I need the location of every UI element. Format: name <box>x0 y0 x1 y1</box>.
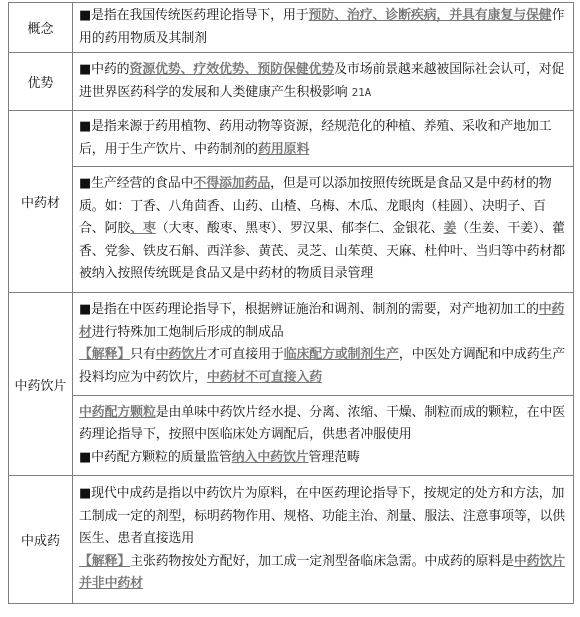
row-decoction-pieces <box>9 293 574 396</box>
row-content <box>73 476 574 604</box>
text-run: 进行特殊加工炮制后形成的制成品 <box>91 324 284 340</box>
highlighted-term: 药用原料 <box>258 141 310 157</box>
text-run: ■中药配方颗粒的质量监管 <box>79 449 232 465</box>
highlighted-term: 资源优势、疗效优势、预防保健优势 <box>129 62 335 77</box>
content-block <box>79 299 569 389</box>
text-run: （大枣、酸枣、黑枣）、罗汉果、郁李仁、金银花、 <box>155 221 444 237</box>
highlighted-term: 中药饮片并非中药材 <box>79 553 566 592</box>
row-label: 中成药 <box>9 476 73 604</box>
content-block <box>79 59 569 104</box>
row-label: 概念 <box>9 3 73 53</box>
content-block <box>79 483 569 596</box>
highlighted-term: 中药材 <box>79 302 565 340</box>
row-herbal-material-food <box>9 167 574 293</box>
content-block <box>79 5 569 50</box>
summary-table <box>8 2 574 604</box>
row-content <box>73 167 574 293</box>
row-label: 优势 <box>9 53 73 111</box>
highlighted-term: 中药材不可直接入药 <box>206 369 323 385</box>
row-content <box>73 53 574 111</box>
row-concept <box>9 3 574 53</box>
text-run: 主张药物按处方配好，加工成一定剂型备临床急需。中成药的原料是 <box>130 553 514 569</box>
row-content <box>73 3 574 53</box>
highlighted-term: 【解释】 <box>79 347 131 362</box>
text-run: ■生产经营的食品中 <box>79 176 194 192</box>
row-advantage <box>9 53 574 111</box>
text-run: ，中医处方调配和中成药生产投料均应为中药饮片， <box>79 347 566 385</box>
highlighted-term: 【解释】 <box>79 553 131 569</box>
row-content <box>73 396 574 476</box>
highlighted-term: 临床配方或制剂生产 <box>283 347 399 362</box>
highlighted-term: 不得添加药品 <box>193 176 271 192</box>
text-run: ■现代中成药是指以中药饮片为原料，在中医药理论指导下，按规定的处方和方法，加工制成一定的剂型，标明药物作用、规格、功能主治、剂量、服法、注意事项等，以供医生、患者直接选用 <box>79 486 566 547</box>
highlighted-term: 预防、治疗、诊断疾病，并具有康复与保健 <box>308 8 552 23</box>
text-run: 才可直接用于 <box>206 347 284 362</box>
text-run: 管理范畴 <box>308 449 360 465</box>
row-formula-granules <box>9 396 574 476</box>
highlighted-term: 、枣 <box>130 221 156 237</box>
row-label: 中药饮片 <box>9 293 73 476</box>
text-run: ，但是可以添加按照传统既是食品又是中药材的物质。如：丁香、八角茴香、山药、山楂、乌梅、木瓜、龙眼肉（桂圆）、决明子、百合、阿胶 <box>79 176 552 237</box>
text-run: （生姜、干姜）、藿香、党参、铁皮石斛、西洋参、黄芪、灵芝、山茱萸、天麻、杜仲叶、当归等中药材都被纳入按照传统既是食品又是中药材的物质目录管理 <box>79 221 566 282</box>
row-content <box>73 111 574 167</box>
note-code: 21A <box>351 85 372 99</box>
content-block <box>79 116 569 161</box>
text-run: 是由单味中药饮片经水提、分离、浓缩、干燥、制粒而成的颗粒，在中医药理论指导下，按照中医临床处方调配后，供患者冲服使用 <box>79 404 566 443</box>
content-block <box>79 402 569 470</box>
row-proprietary-medicine <box>9 476 574 604</box>
text-run: ■是指在中医药理论指导下，根据辨证施治和调剂、制剂的需要，对产地初加工的 <box>79 302 539 317</box>
text-run: ■是指在我国传统医药理论指导下，用于 <box>79 8 309 23</box>
highlighted-term: 纳入中药饮片 <box>231 449 309 465</box>
highlighted-term: 中药饮片 <box>155 347 207 362</box>
text-run: 作用的药用物质及其制剂 <box>79 8 565 46</box>
content-block <box>79 173 569 286</box>
highlighted-term: 姜 <box>443 221 457 237</box>
text-run: 及市场前景越来越被国际社会认可，对促进世界医药科学的发展和人类健康产生积极影响 <box>79 62 565 100</box>
text-run: 只有 <box>130 347 156 362</box>
text-run: ■中药的 <box>79 62 130 77</box>
row-label: 中药材 <box>9 111 73 293</box>
highlighted-term: 中药配方颗粒 <box>79 404 156 420</box>
row-herbal-material <box>9 111 574 167</box>
row-content <box>73 293 574 396</box>
text-run: ■是指来源于药用植物、药用动物等资源，经规范化的种植、养殖、采收和产地加工后，用于生产饮片、中药制剂的 <box>79 119 552 157</box>
